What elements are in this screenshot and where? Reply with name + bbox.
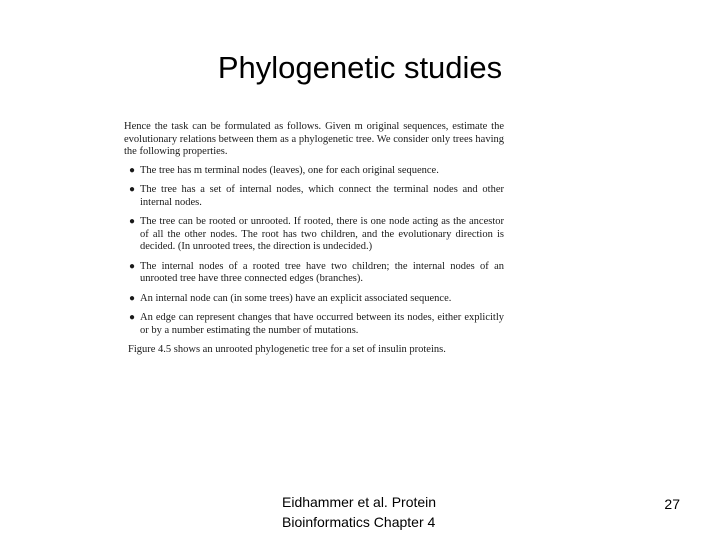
bullet-icon: ● xyxy=(129,164,136,176)
slide-title: Phylogenetic studies xyxy=(217,50,503,85)
list-item: ● The internal nodes of a rooted tree have two children; the internal nodes of an unrooted tree have three connected edges (branches). xyxy=(129,260,504,284)
bullet-icon: ● xyxy=(129,260,136,272)
list-item: ● The tree has a set of internal nodes, which connect the terminal nodes and other internal nodes. xyxy=(129,184,504,208)
footer-line-1: Eidhammer et al. Protein xyxy=(282,494,437,510)
bullet-icon: ● xyxy=(129,184,136,195)
bullet-icon: ● xyxy=(129,292,136,304)
book-excerpt-image xyxy=(124,121,504,357)
property-list xyxy=(124,165,504,338)
footer-citation xyxy=(282,492,482,532)
list-item: ● An edge can represent changes that have occurred between its nodes, either explicitly or by a number estimating the number of mutations. xyxy=(129,312,504,336)
page-number: 27 xyxy=(664,496,680,512)
bullet-icon: ● xyxy=(129,312,136,323)
list-item: ● An internal node can (in some trees) have an explicit associated sequence. xyxy=(129,292,452,304)
footer-line-2: Bioinformatics Chapter 4 xyxy=(282,514,436,530)
list-item: ● The tree has m terminal nodes (leaves), one for each original sequence. xyxy=(129,164,439,176)
list-item: ● The tree can be rooted or unrooted. If rooted, there is one node acting as the ancestor of all the other nodes. The root has two children, and the evolutionary direction is decided. (In unrooted trees, the direction is undecided.) xyxy=(129,216,504,252)
bullet-icon: ● xyxy=(129,216,136,227)
excerpt-outro: Figure 4.5 shows an unrooted phylogenetic tree for a set of insulin proteins. xyxy=(128,344,446,355)
excerpt-intro: Hence the task can be formulated as follows. Given m original sequences, estimate the evolutionary relations between them as a phylogenetic tree. We consider only trees having the following properties. xyxy=(124,121,504,157)
